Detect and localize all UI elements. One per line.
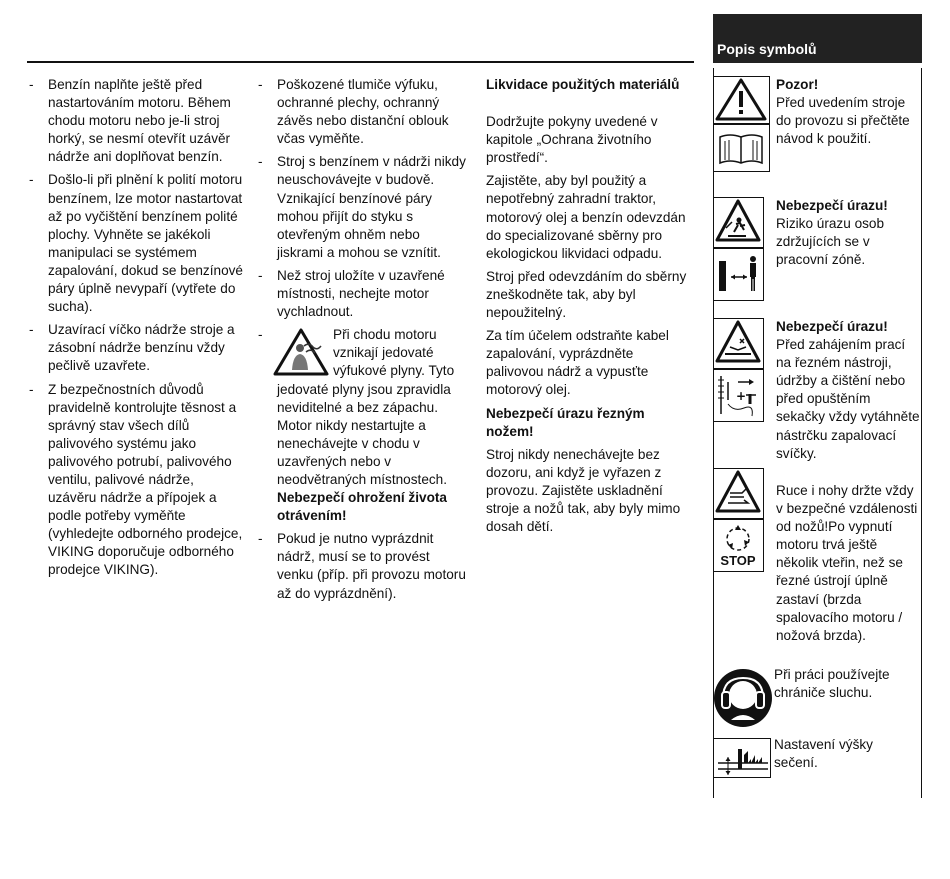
paragraph: Dodržujte pokyny uvedené v kapitole „Ochrana životního prostředí“. (486, 114, 658, 166)
list-item: - Došlo-li při plnění k polití motoru benzínem, lze motor nastartovat až po vyčištění benzínem polité plochy. Vyhněte se jakékoli manipulaci se systémem zapalování, dokud se benzínové páry úplně nevypaří (vytřete do sucha). (27, 171, 243, 316)
stop-label: STOP (720, 553, 756, 568)
symbol-heading: Nebezpečí úrazu! (776, 319, 888, 334)
top-rule (27, 61, 694, 63)
blade-danger-heading: Nebezpečí úrazu řezným nožem! (486, 405, 645, 439)
paragraph: Stroj nikdy nenechávejte bez dozoru, ani když je vyřazen z provozu. Zajistěte uskladnění stroje a nožů tak, aby byly mimo dosah dětí. (486, 446, 681, 535)
engine-safety-list (256, 76, 468, 603)
column-1 (27, 76, 243, 585)
exhaust-warning-text: Při chodu motoru vznikají jedovaté výfukové plyny. Tyto jedovaté plyny jsou zpravidla neviditelné a bez zápachu. Motor nikdy nestartujte a nenechávejte v chodu v uzavřených nebo v neodvětraných místnostech. (277, 327, 455, 487)
list-item: - Poškozené tlumiče výfuku, ochranné plechy, ochranný závěs nebo distanční oblouk včas vyměňte. (256, 76, 468, 148)
symbol-description: Riziko úrazu osob zdržujících se v pracovní zóně. (776, 216, 885, 268)
warning-triangle-icon (713, 76, 770, 124)
symbol-heading: Nebezpečí úrazu! (776, 198, 888, 213)
list-item: - Benzín naplňte ještě před nastartováním motoru. Během chodu motoru nebo je-li stroj horký, se nesmí otevřít uzávěr nádrže ani doplňovat benzín. (27, 76, 243, 166)
symbol-heading: Pozor! (776, 77, 819, 92)
fuel-safety-list (27, 76, 243, 580)
symbols-title: Popis symbolů (713, 14, 922, 63)
column-3 (486, 76, 694, 541)
symbol-description: Nastavení výšky sečení. (774, 737, 873, 771)
symbol-description: Před uvedením stroje do provozu si přečtěte návod k použití. (776, 95, 910, 147)
list-item (256, 326, 468, 525)
list-item: - Stroj s benzínem v nádrži nikdy neuschovávejte v budově. Vznikající benzínové páry mohou přijít do styku s otevřeným ohněm nebo jiskrami a mohou se vznítit. (256, 153, 468, 262)
paragraph: Zajistěte, aby byl použitý a nepotřebný zahradní traktor, motorový olej a benzín odevzdán do specializované sběrny pro ekologickou likvidaci odpadu. (486, 173, 686, 261)
poisoning-danger-text: Nebezpečí ohrožení života otrávením! (277, 490, 447, 524)
cutting-height-icon (713, 738, 771, 778)
stop-blade-icon (713, 519, 764, 572)
disposal-heading: Likvidace použitých materiálů (486, 77, 680, 92)
ear-protection-icon (713, 668, 773, 728)
paragraph: Za tím účelem odstraňte kabel zapalování, vyprázdněte palivovou nádrž a vypusťte motorový olej. (486, 328, 669, 398)
symbol-description: Při práci používejte chrániče sluchu. (774, 667, 890, 701)
symbol-description: Ruce i nohy držte vždy v bezpečné vzdálenosti od nožů!Po vypnutí motoru trvá ještě několik vteřin, než se řezné ústrojí úplně zastaví (brzda spalovacího motoru / nožová brzda). (776, 483, 918, 643)
list-item: - Z bezpečnostních důvodů pravidelně kontrolujte těsnost a správný stav všech dílů palivového systému jako palivového potrubí, palivového ventilu, palivové nádrže, uzávěru nádrže a přípojek a podle potřeby vyměňte (vyhledejte odborného prodejce, VIKING doporučuje odborného prodejce VIKING). (27, 381, 243, 580)
symbol-description: Před zahájením prací na řezném nástroji, údržby a čištění nebo před opuštěním sekačky vždy vytáhněte nástrčku zapalovací svíčky. (776, 337, 920, 461)
read-manual-icon (713, 124, 770, 172)
column-2 (256, 76, 468, 608)
keep-distance-icon (713, 248, 764, 301)
list-item: - Pokud je nutno vyprázdnit nádrž, musí se to provést venku (příp. při provozu motoru až do vyprázdnění). (256, 530, 468, 602)
list-item: - Než stroj uložíte v uzavřené místnosti, nechejte motor vychladnout. (256, 267, 468, 321)
list-item: - Uzavírací víčko nádrže stroje a zásobní nádrže benzínu vždy pečlivě uzavřete. (27, 321, 243, 375)
paragraph: Stroj před odevzdáním do sběrny zneškodněte tak, aby byl nepoužitelný. (486, 268, 687, 321)
blade-warning-icon (713, 318, 764, 369)
toxic-exhaust-warning-icon (273, 328, 329, 376)
spark-plug-disconnect-icon (713, 369, 764, 422)
svg-text:+: + (736, 389, 747, 403)
thrown-object-warning-icon (713, 197, 764, 248)
hand-blade-warning-icon (713, 468, 764, 519)
